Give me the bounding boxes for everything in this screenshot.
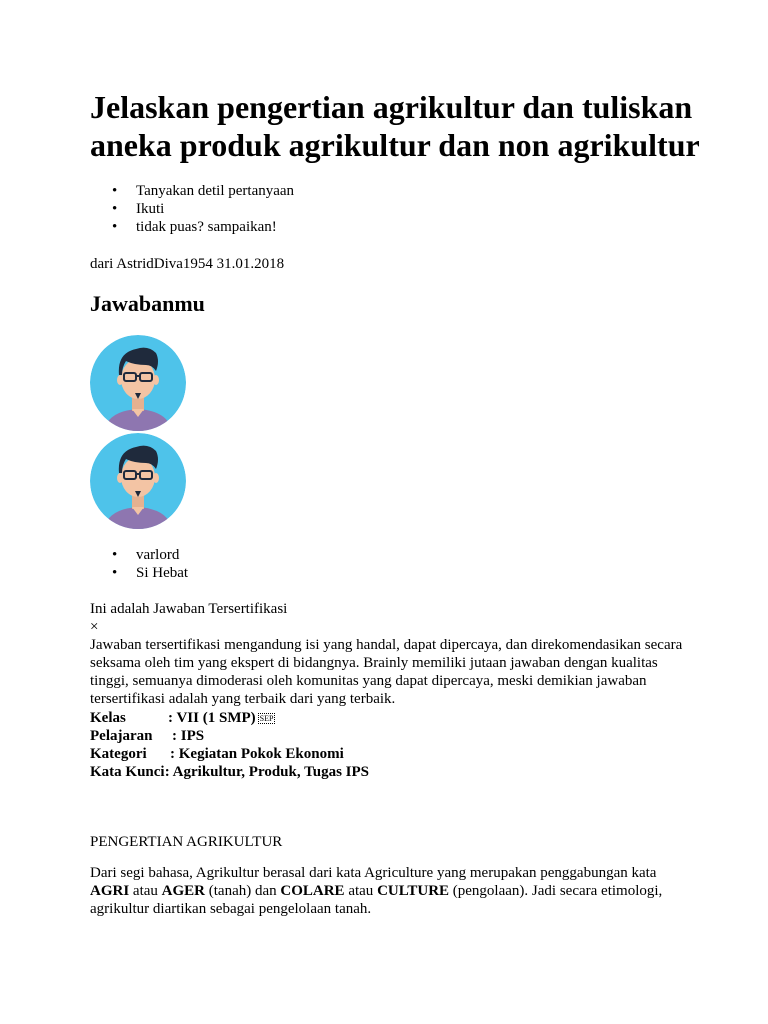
ask-details-link[interactable]: • Tanyakan detil pertanyaan: [90, 182, 294, 200]
word-agri: AGRI: [90, 883, 130, 899]
report-link[interactable]: • tidak puas? sampaikan!: [90, 218, 294, 236]
word-ager: AGER: [161, 883, 205, 899]
certified-description: Jawaban tersertifikasi mengandung isi yang handal, dapat dipercaya, dan direkomendasikan secara seksama oleh tim yang ekspert di bidangnya. Brainly memiliki jutaan jawaban dengan kualitas tinggi, semuanya dimoderasi oleh komunitas yang dapat dipercaya, meski demikian jawaban tersertifikasi adalah yang terbaik dari yang terbaik.: [90, 637, 683, 707]
avatar-icon: [90, 433, 186, 529]
follow-link[interactable]: • Ikuti: [90, 200, 294, 218]
certified-heading: Ini adalah Jawaban Tersertifikasi: [90, 601, 288, 617]
avatar-si-hebat[interactable]: [90, 433, 186, 529]
sep-glyph: SEP: [259, 714, 274, 724]
word-colare: COLARE: [280, 883, 345, 899]
meta-kelas-value: : VII (1 SMP): [168, 710, 256, 726]
meta-katakunci-label: Kata Kunci: [90, 764, 165, 780]
avatar-icon: [90, 335, 186, 431]
user-link-varlord[interactable]: • varlord: [90, 546, 188, 564]
question-byline: dari AstridDiva1954 31.01.2018: [90, 256, 285, 272]
user-link-si-hebat[interactable]: • Si Hebat: [90, 564, 188, 582]
question-title: Jelaskan pengertian agrikultur dan tuliskan aneka produk agrikultur dan non agrikultur: [90, 89, 700, 163]
meta-kelas-label: Kelas: [90, 710, 126, 726]
word-culture: CULTURE: [377, 883, 450, 899]
section-heading: PENGERTIAN AGRIKULTUR: [90, 834, 283, 850]
close-icon[interactable]: ×: [90, 619, 99, 635]
answer-users: [90, 546, 188, 582]
section-intro: Dari segi bahasa, Agrikultur berasal dari kata Agriculture yang merupakan penggabungan kata: [90, 865, 657, 881]
meta-kategori-label: Kategori: [90, 746, 147, 762]
text-atau: atau: [344, 883, 378, 899]
section-paragraph: [90, 864, 690, 918]
meta-katakunci-value: : Agrikultur, Produk, Tugas IPS: [161, 764, 370, 780]
meta-kategori-value: : Kegiatan Pokok Ekonomi: [170, 746, 344, 762]
answers-heading: Jawabanmu: [90, 291, 205, 316]
meta-pelajaran-label: Pelajaran: [90, 728, 153, 744]
text-rest: (pengolaan). Jadi secara etimologi, agrikultur diartikan sebagai pengelolaan tanah.: [90, 883, 663, 917]
text-atau: atau: [129, 883, 162, 899]
question-actions: [90, 182, 294, 236]
text-tanah: (tanah) dan: [205, 883, 281, 899]
meta-pelajaran-value: : IPS: [172, 728, 205, 744]
avatar-varlord[interactable]: [90, 335, 186, 431]
